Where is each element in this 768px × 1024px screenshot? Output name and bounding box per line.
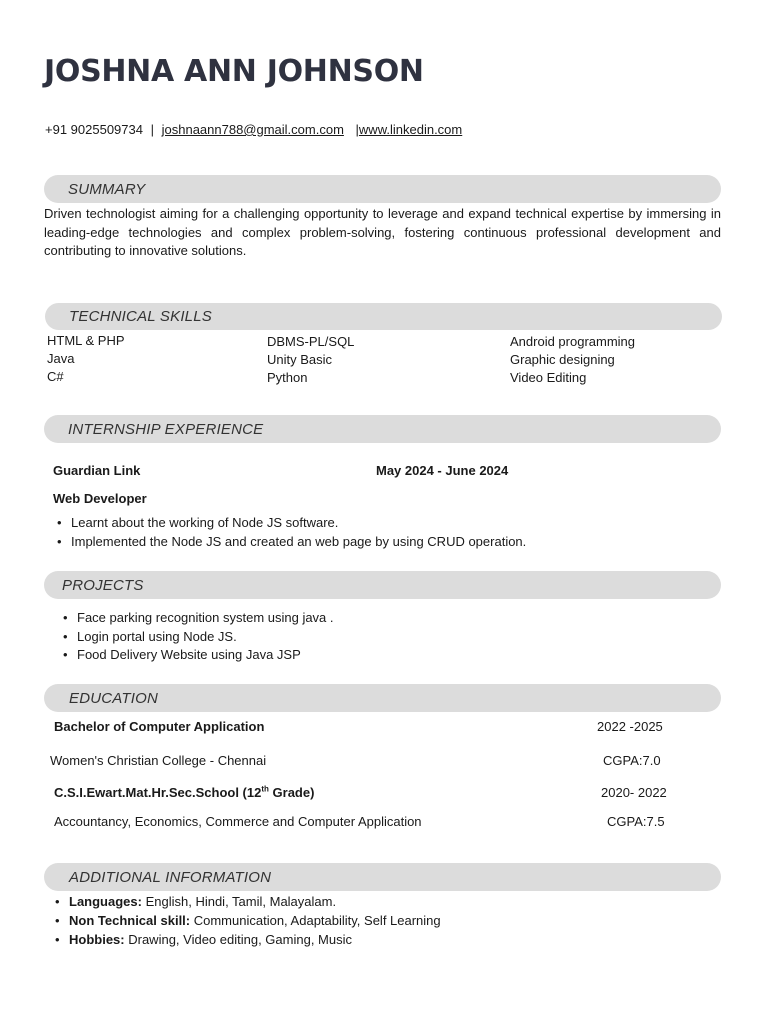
phone-number: +91 9025509734 xyxy=(45,122,143,137)
additional-list xyxy=(55,892,441,949)
section-header-skills xyxy=(45,303,722,330)
email-link[interactable]: joshnaann788@gmail.com.com xyxy=(161,122,344,137)
school-cgpa: CGPA:7.5 xyxy=(607,814,665,829)
school-years: 2020- 2022 xyxy=(601,785,667,800)
skill-item: Python xyxy=(267,370,308,385)
separator: | xyxy=(355,122,359,137)
contact-line xyxy=(45,122,462,137)
section-title: PROJECTS xyxy=(62,577,144,594)
list-item: • Food Delivery Website using Java JSP xyxy=(63,646,334,665)
internship-role: Web Developer xyxy=(53,491,147,506)
school-name: C.S.I.Ewart.Mat.Hr.Sec.School (12th Grade) xyxy=(54,784,315,800)
list-item: • Implemented the Node JS and created an web page by using CRUD operation. xyxy=(57,533,526,552)
section-header-education xyxy=(44,684,721,712)
list-item: • Hobbies: Drawing, Video editing, Gaming, Music xyxy=(55,930,441,949)
skill-item: Unity Basic xyxy=(267,352,333,367)
linkedin-link[interactable]: www.linkedin.com xyxy=(358,122,463,137)
section-header-projects xyxy=(44,571,721,599)
skill-item: Java xyxy=(47,351,75,366)
degree-years: 2022 -2025 xyxy=(597,719,663,734)
section-title: SUMMARY xyxy=(68,181,146,198)
school-subjects: Accountancy, Economics, Commerce and Computer Application xyxy=(54,814,422,829)
section-header-internship xyxy=(44,415,721,443)
internship-dates: May 2024 - June 2024 xyxy=(376,463,509,478)
skill-item: Graphic designing xyxy=(510,352,615,367)
section-title: TECHNICAL SKILLS xyxy=(69,308,212,325)
section-header-summary xyxy=(44,175,721,203)
skill-item: HTML & PHP xyxy=(47,333,125,348)
skill-item: DBMS-PL/SQL xyxy=(267,334,355,349)
internship-points xyxy=(57,514,526,551)
projects-list xyxy=(63,609,334,665)
summary-text: Driven technologist aiming for a challenging opportunity to leverage and expand technical expertise by immersing in leading-edge technologies and complex problem-solving, fostering continuous professional development and contributing to innovative solutions. xyxy=(44,206,721,259)
list-item: • Login portal using Node JS. xyxy=(63,628,334,647)
degree-name: Bachelor of Computer Application xyxy=(54,719,265,734)
skill-item: C# xyxy=(47,369,64,384)
skill-item: Android programming xyxy=(510,334,636,349)
separator: | xyxy=(150,122,154,137)
section-header-additional xyxy=(44,863,721,891)
college-cgpa: CGPA:7.0 xyxy=(603,753,661,768)
candidate-name: JOSHNA ANN JOHNSON xyxy=(44,54,424,89)
skill-item: Video Editing xyxy=(510,370,587,385)
list-item: • Face parking recognition system using java . xyxy=(63,609,334,628)
internship-company: Guardian Link xyxy=(53,463,141,478)
section-title: ADDITIONAL INFORMATION xyxy=(69,869,272,886)
section-title: EDUCATION xyxy=(69,690,159,707)
section-title: INTERNSHIP EXPERIENCE xyxy=(68,421,264,438)
college-name: Women's Christian College - Chennai xyxy=(50,753,267,768)
list-item: • Non Technical skill: Communication, Adaptability, Self Learning xyxy=(55,911,441,930)
list-item: • Learnt about the working of Node JS software. xyxy=(57,514,526,533)
list-item: • Languages: English, Hindi, Tamil, Malayalam. xyxy=(55,892,441,911)
